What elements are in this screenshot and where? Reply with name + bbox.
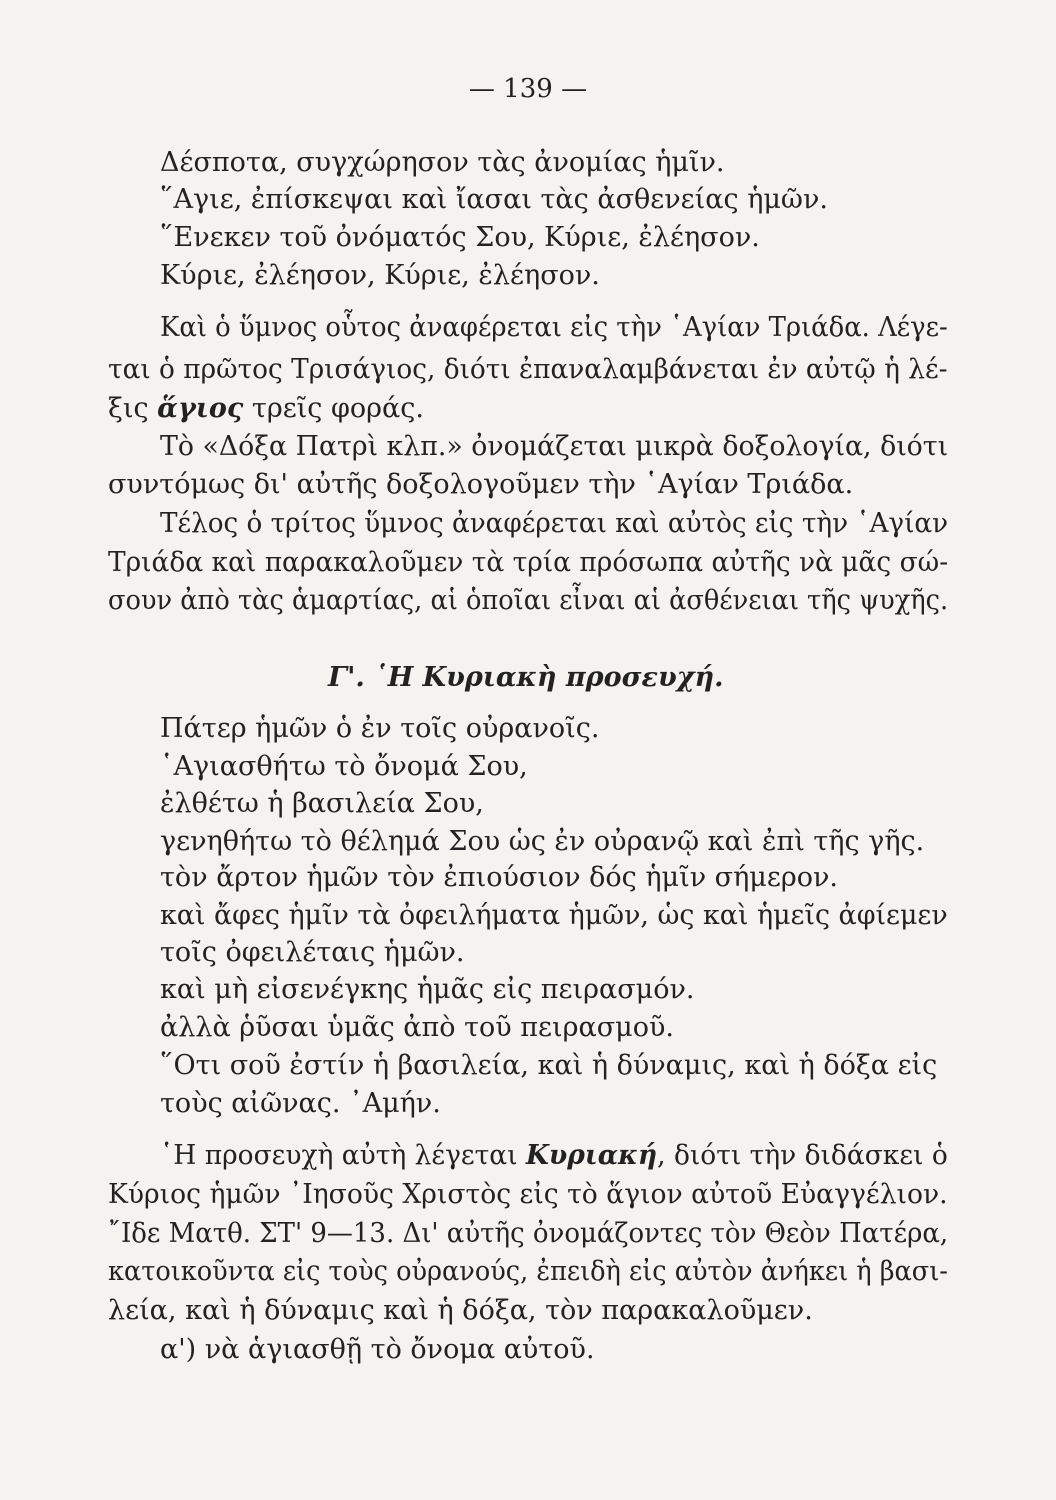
text-fragment: τρεῖς φοράς. bbox=[243, 393, 424, 424]
prayer-line: ῞Οτι σοῦ ἐστίν ἡ βασιλεία, καὶ ἡ δύναμις, καὶ ἡ δόξα εἰς bbox=[160, 1050, 938, 1081]
emphasized-word: Κυριακή bbox=[525, 1140, 658, 1171]
text-fragment: ξις bbox=[108, 393, 158, 424]
prayer-line: καὶ μὴ εἰσενέγκης ἡμᾶς εἰς πειρασμόν. bbox=[160, 974, 695, 1005]
text-fragment: , διότι τὴν διδάσκει ὁ bbox=[657, 1140, 948, 1171]
text-line: Κύριε, ἐλέησον, Κύριε, ἐλέησον. bbox=[160, 260, 600, 291]
text-line: λεία, καὶ ἡ δύναμις καὶ ἡ δόξα, τὸν παρακαλοῦμεν. bbox=[108, 1295, 813, 1326]
text-line: Δέσποτα, συγχώρησον τὰς ἀνομίας ἡμῖν. bbox=[160, 147, 725, 178]
text-line: ται ὁ πρῶτος Τρισάγιος, διότι ἐπαναλαμβάνεται ἐν αὐτῷ ἡ λέ- bbox=[108, 354, 948, 385]
text-line: ῎Ιδε Ματθ. ΣΤ' 9—13. Δι' αὐτῆς ὀνομάζοντες τὸν Θεὸν Πατέρα, bbox=[108, 1218, 949, 1249]
text-line: Κύριος ἡμῶν ᾿Ιησοῦς Χριστὸς εἰς τὸ ἅγιον αὐτοῦ Εὐαγγέλιον. bbox=[108, 1179, 948, 1210]
text-line bbox=[160, 1139, 948, 1173]
text-line: Τριάδα καὶ παρακαλοῦμεν τὰ τρία πρόσωπα αὐτῆς νὰ μᾶς σώ- bbox=[108, 547, 949, 578]
prayer-line: ῾Αγιασθήτω τὸ ὄνομά Σου, bbox=[160, 751, 528, 782]
text-line: ῞Αγιε, ἐπίσκεψαι καὶ ἴασαι τὰς ἀσθενείας ἡμῶν. bbox=[160, 184, 828, 215]
text-line: Τέλος ὁ τρίτος ὕμνος ἀναφέρεται καὶ αὐτὸς εἰς τὴν ῾Αγίαν bbox=[160, 508, 949, 539]
prayer-line: Πάτερ ἡμῶν ὁ ἐν τοῖς οὐρανοῖς. bbox=[160, 713, 600, 744]
prayer-line: γενηθήτω τὸ θέλημά Σου ὡς ἐν οὐρανῷ καὶ ἐπὶ τῆς γῆς. bbox=[160, 826, 925, 857]
text-line: συντόμως δι' αὐτῆς δοξολογοῦμεν τὴν ῾Αγίαν Τριάδα. bbox=[108, 469, 854, 500]
section-heading: Γ'. ῾Η Κυριακὴ προσευχή. bbox=[328, 662, 724, 693]
text-line: κατοικοῦντα εἰς τοὺς οὐρανούς, ἐπειδὴ εἰς αὐτὸν ἀνήκει ἡ βασι- bbox=[108, 1256, 948, 1287]
text-fragment: ῾Η προσευχὴ αὐτὴ λέγεται bbox=[160, 1140, 526, 1171]
emphasized-word: ἅγιος bbox=[157, 393, 244, 424]
text-line: Καὶ ὁ ὕμνος οὗτος ἀναφέρεται εἰς τὴν ῾Αγίαν Τριάδα. Λέγε- bbox=[160, 312, 948, 343]
text-line: Τὸ «Δόξα Πατρὶ κλπ.» ὀνομάζεται μικρὰ δοξολογία, διότι bbox=[160, 431, 949, 462]
prayer-line: ἀλλὰ ῥῦσαι ὑμᾶς ἀπὸ τοῦ πειρασμοῦ. bbox=[160, 1012, 674, 1043]
text-line bbox=[108, 392, 424, 426]
page-number: — 139 — bbox=[468, 74, 588, 104]
text-line: ῞Ενεκεν τοῦ ὀνόματός Σου, Κύριε, ἐλέησον. bbox=[160, 222, 760, 253]
prayer-line: καὶ ἄφες ἡμῖν τὰ ὀφειλήματα ἡμῶν, ὡς καὶ ἡμεῖς ἀφίεμεν bbox=[160, 900, 948, 931]
prayer-line: τοὺς αἰῶνας. ᾿Αμήν. bbox=[160, 1088, 441, 1119]
prayer-line: τοῖς ὀφειλέταις ἡμῶν. bbox=[160, 937, 465, 968]
prayer-line: τὸν ἄρτον ἡμῶν τὸν ἐπιούσιον δός ἡμῖν σήμερον. bbox=[160, 862, 838, 893]
text-line: σουν ἀπὸ τὰς ἁμαρτίας, αἱ ὁποῖαι εἶναι αἱ ἀσθένειαι τῆς ψυχῆς. bbox=[108, 585, 949, 616]
prayer-line: ἐλθέτω ἡ βασιλεία Σου, bbox=[160, 788, 484, 819]
text-line: α') νὰ ἁγιασθῇ τὸ ὄνομα αὐτοῦ. bbox=[160, 1334, 595, 1365]
